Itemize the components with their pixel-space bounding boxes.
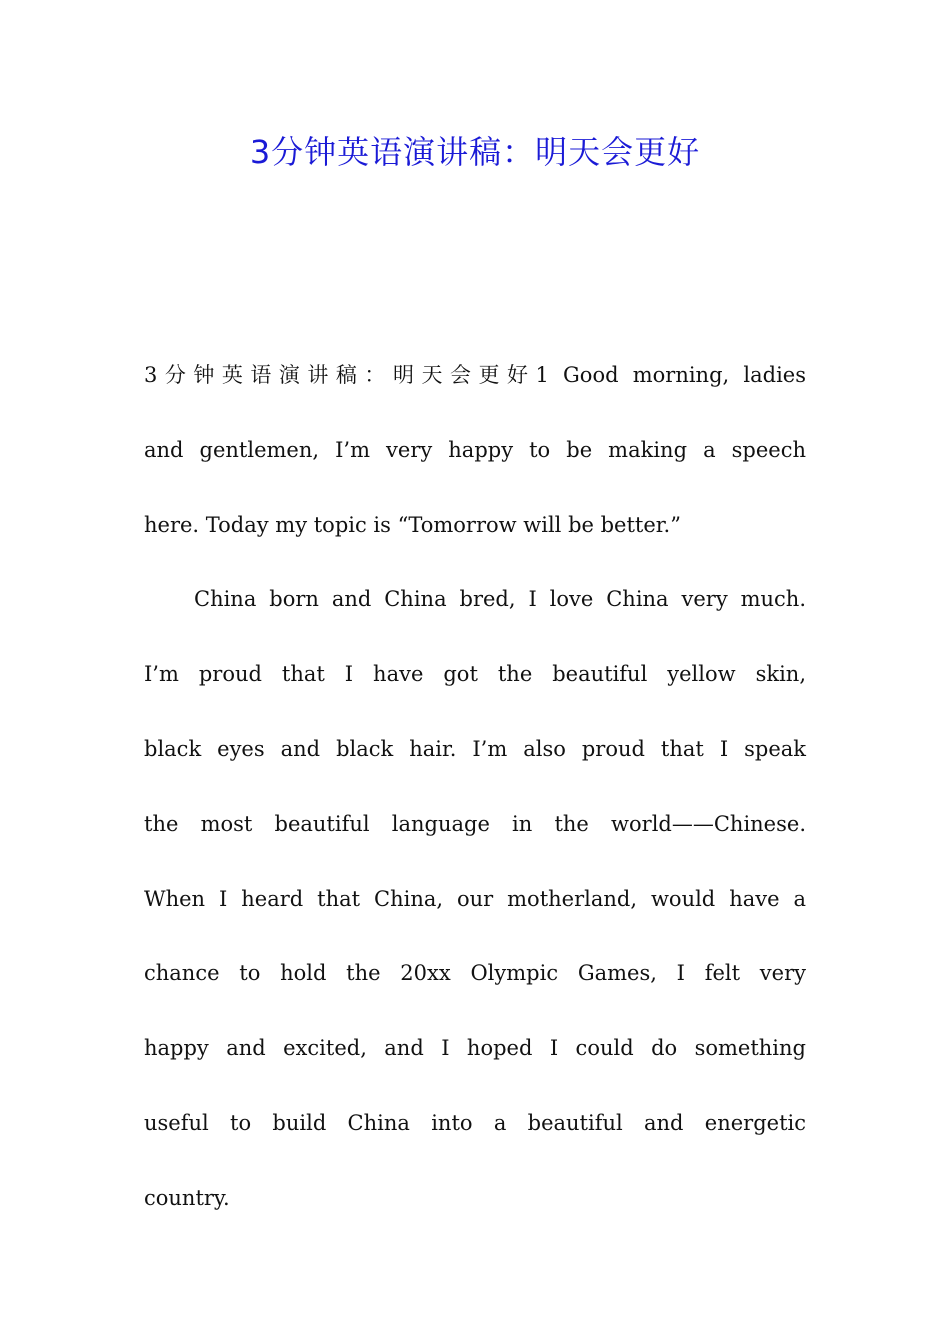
text-line: chance to hold the 20xx Olympic Games, I felt very xyxy=(144,961,806,986)
text-line: country. xyxy=(144,1185,230,1210)
text-line: and gentlemen, I’m very happy to be making a speech xyxy=(144,437,806,462)
text-line: black eyes and black hair. I’m also proud that I speak xyxy=(144,736,806,761)
text-line: useful to build China into a beautiful and energetic xyxy=(144,1110,806,1135)
document-title: 3分钟英语演讲稿：明天会更好 xyxy=(249,133,701,171)
paragraph-1 xyxy=(144,338,806,562)
text-line: China born and China bred, I love China very much. xyxy=(194,587,806,612)
text-line: here. Today my topic is “Tomorrow will be better.” xyxy=(144,512,681,537)
text-line: 3分钟英语演讲稿：明天会更好1 Good morning, ladies xyxy=(144,363,806,387)
text-line: the most beautiful language in the world——Chinese. xyxy=(144,811,806,836)
text-line: happy and excited, and I hoped I could do something xyxy=(144,1036,806,1061)
document-body xyxy=(144,338,806,1236)
paragraph-2 xyxy=(144,562,806,1235)
text-line: I’m proud that I have got the beautiful yellow skin, xyxy=(144,662,806,687)
text-line: When I heard that China, our motherland, would have a xyxy=(144,886,806,911)
